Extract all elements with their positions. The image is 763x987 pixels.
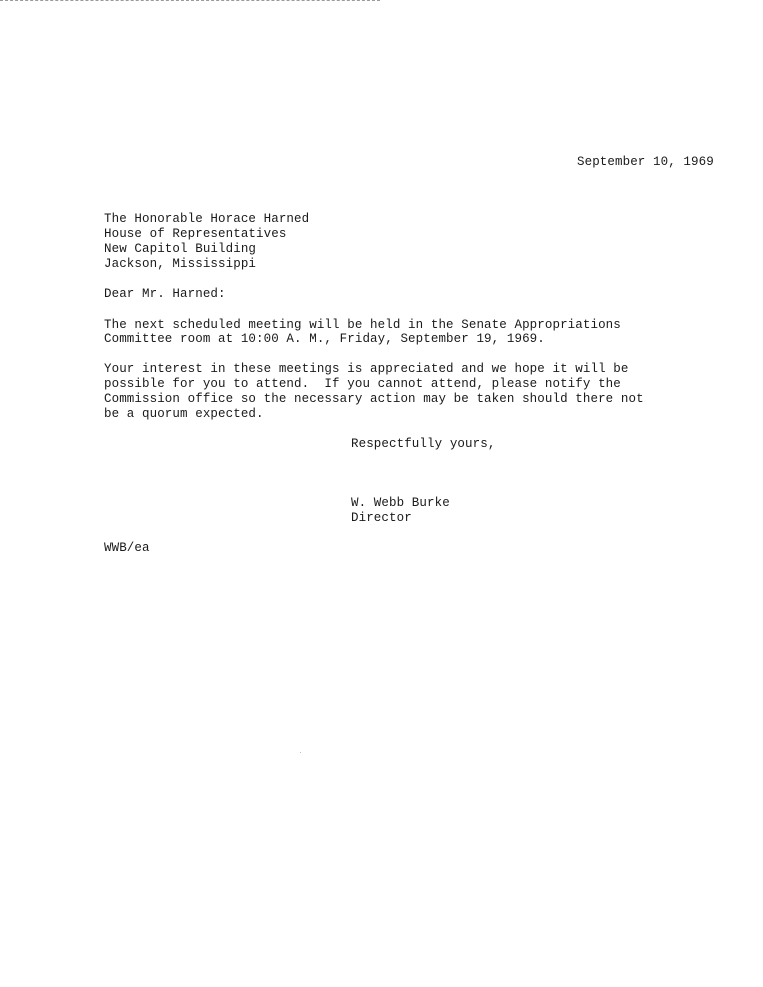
salutation: Dear Mr. Harned:	[104, 287, 226, 301]
recipient-organization: House of Representatives	[104, 227, 287, 241]
recipient-name: The Honorable Horace Harned	[104, 212, 310, 226]
body-line: possible for you to attend. If you cannot attend, please notify the	[104, 377, 621, 391]
page-edge-rule	[0, 0, 380, 1]
body-line: Committee room at 10:00 A. M., Friday, September 19, 1969.	[104, 332, 545, 346]
signer-title: Director	[351, 511, 412, 525]
signer-name: W. Webb Burke	[351, 496, 450, 510]
body-line: Commission office so the necessary action may be taken should there not	[104, 392, 644, 406]
scan-speck	[300, 752, 301, 753]
closing: Respectfully yours,	[351, 437, 496, 451]
reference-initials: WWB/ea	[104, 541, 150, 555]
body-line: be a quorum expected.	[104, 407, 264, 421]
body-line: The next scheduled meeting will be held in the Senate Appropriations	[104, 318, 621, 332]
recipient-building: New Capitol Building	[104, 242, 257, 256]
body-line: Your interest in these meetings is appreciated and we hope it will be	[104, 362, 629, 376]
letter-date: September 10, 1969	[577, 155, 714, 169]
recipient-city: Jackson, Mississippi	[104, 257, 257, 271]
